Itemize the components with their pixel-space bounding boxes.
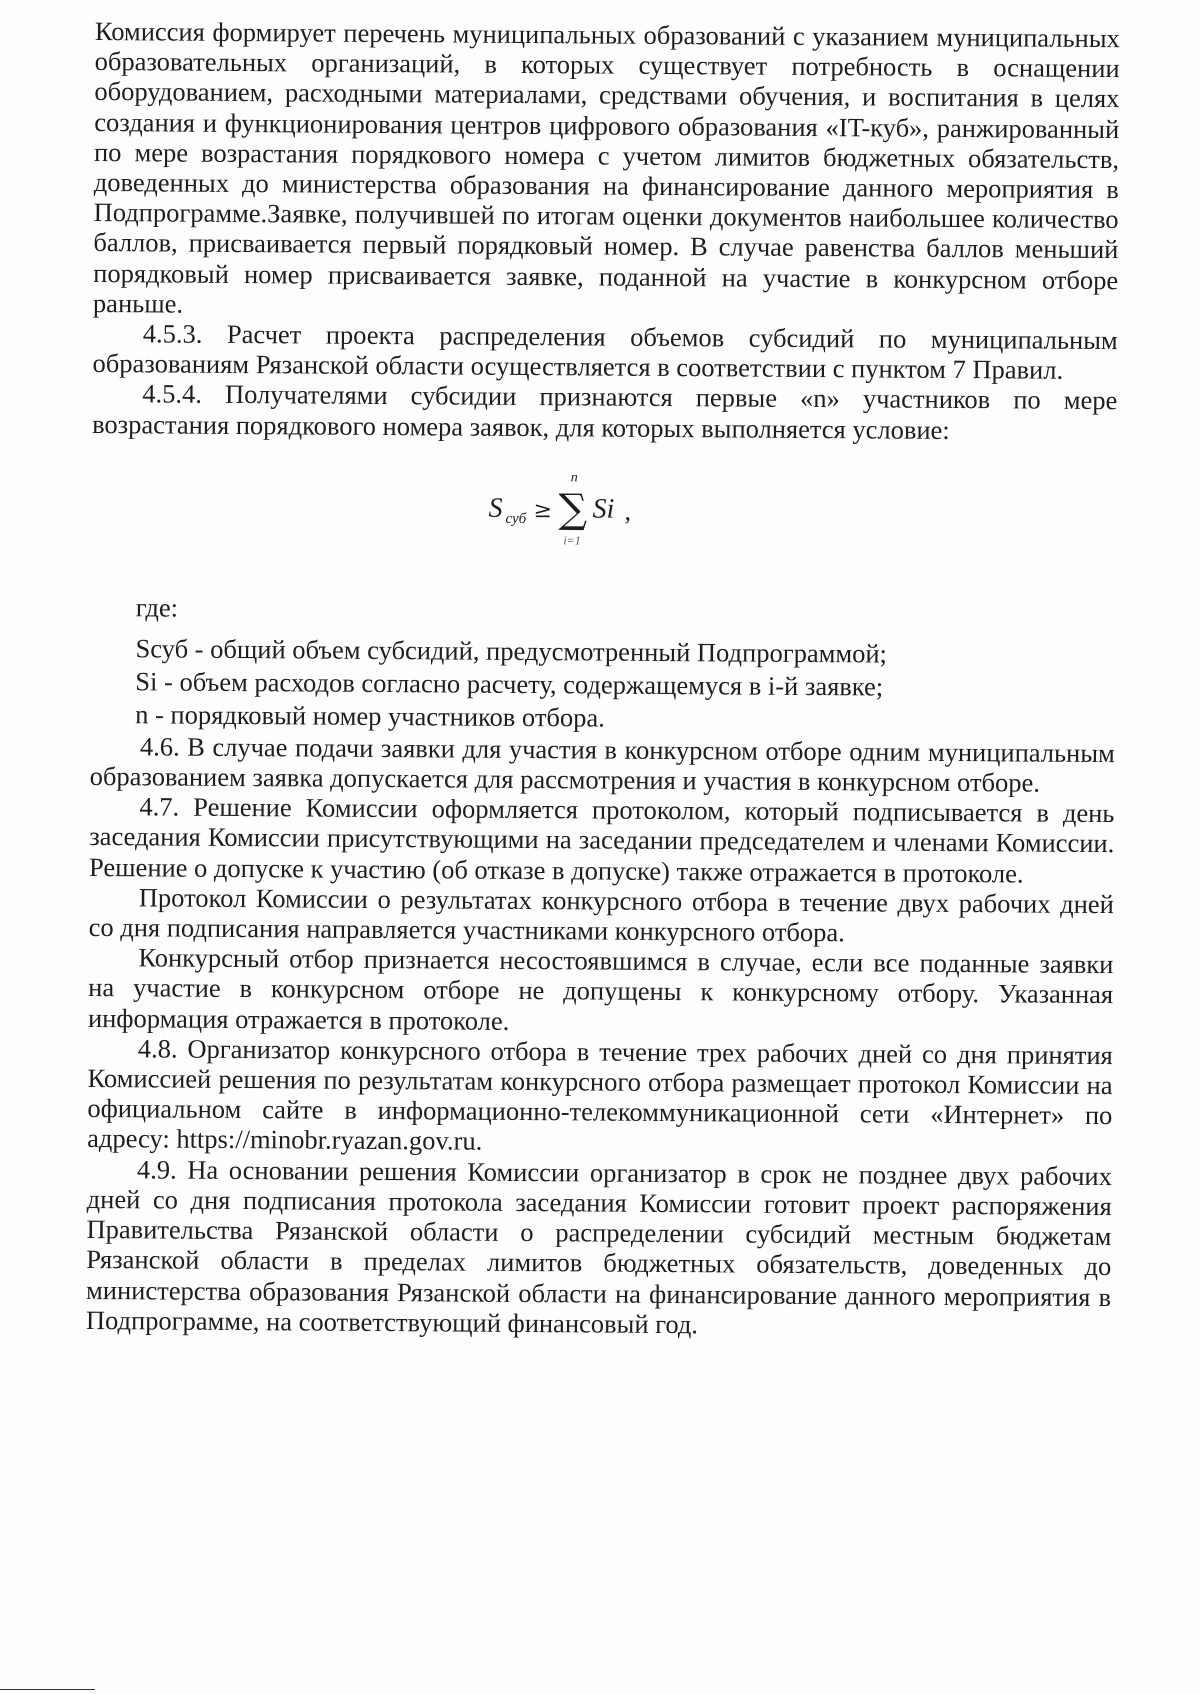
definition-si: Si - объем расходов согласно расчету, содержащемуся в i-й заявке; <box>135 666 884 702</box>
paragraph-protocol-sending: Протокол Комиссии о результатах конкурсного отбора в течение двух рабочих дней со дня подписания направляется участниками конкурсного отбора. <box>88 882 1114 948</box>
paragraph-4-7: 4.7. Решение Комиссии оформляется протоколом, который подписывается в день заседания Комиссии присутствующими на заседании председателем и членами Комиссии. Решение о допуске к участию (об отказе в допуске) также отражается в протоколе. <box>88 791 1115 889</box>
paragraph-4-9: 4.9. На основании решения Комиссии организатор в срок не позднее двух рабочих дней со дня подписания протокола заседания Комиссии готовит проект распоряжения Правительства Рязанской области о распределении субсидий местным бюджетам Рязанской области в пределах лимитов бюджетных обязательств, доведенных до министерства образования Рязанской области на финансирование данного мероприятия в Подпрограмме, на соответствующий финансовый год. <box>85 1154 1113 1339</box>
paragraph-4-5-3: 4.5.3. Расчет проекта распределения объемов субсидий по муниципальным образованиям Рязанской области осуществляется в соответствии с пунктом 7 Правил. <box>92 318 1118 386</box>
formula-lhs-subscript: суб <box>505 510 527 527</box>
document-body <box>86 16 1120 1342</box>
formula-sum-lower: i=1 <box>563 533 581 548</box>
paragraph-4-6: 4.6. В случае подачи заявки для участия в конкурсном отборе одним муниципальным образованием заявка допускается для рассмотрения и участия в конкурсном отборе. <box>89 731 1115 798</box>
formula-lhs: S <box>488 492 503 524</box>
paragraph-commission-list: Комиссия формирует перечень муниципальных образований с указанием муниципальных образовательных организаций, в которых существует потребность в оснащении оборудованием, расходными материалами, средствами обучения, и воспитания в целях создания и функционирования центров цифрового образования «IT-куб», ранжированный по мере возрастания порядкового номера с учетом лимитов бюджетных обязательств, доведенных до министерства образования на финансирование данного мероприятия в Подпрограмме.Заявке, получившей по итогам оценки документов наибольшее количество баллов, присваивается первый порядковый номер. В случае равенства баллов меньший порядковый номер присваивается заявке, поданной на участие в конкурсном отборе раньше. <box>92 16 1120 319</box>
paragraph-4-5-4: 4.5.4. Получателями субсидии признаются первые «n» участников по мере возрастания порядкового номера заявок, для которых выполняется условие: <box>92 378 1118 445</box>
subsidy-condition-formula <box>91 439 1117 586</box>
definition-s-sub: Sсуб - общий объем субсидий, предусмотренный Подпрограммой; <box>135 633 888 669</box>
formula-graphic <box>486 460 647 561</box>
formula-trailing: , <box>624 496 632 526</box>
formula-sigma: ∑ <box>558 486 588 533</box>
paragraph-selection-invalid: Конкурсный отбор признается несостоявшимся в случае, если все поданные заявки на участие в конкурсном отборе не допущены к конкурсному отбору. Указанная информация отражается в протоколе. <box>87 942 1114 1036</box>
formula-term: Si <box>592 493 615 525</box>
footer-rule <box>0 1689 95 1690</box>
where-label: где: <box>135 592 179 623</box>
paragraph-4-8: 4.8. Организатор конкурсного отбора в течение трех рабочих дней со дня принятия Комиссией решения по результатам конкурсного отбора размещает протокол Комиссии на официальном сайте в информационно-телекоммуникационной сети «Интернет» по адресу: https://minobr.ryazan.gov.ru. <box>87 1033 1113 1157</box>
definition-n: n - порядковый номер участников отбора. <box>135 699 605 733</box>
formula-sum-upper: n <box>570 470 578 486</box>
formula-operator: ≥ <box>533 497 553 524</box>
